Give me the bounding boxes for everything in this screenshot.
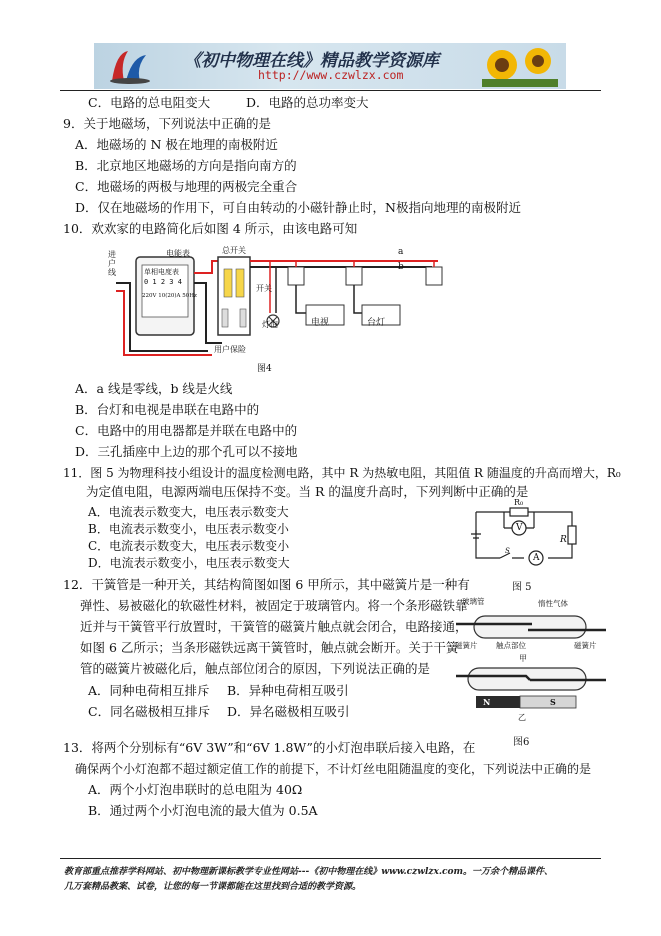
fig6-jia-label: 甲 <box>519 654 527 663</box>
q11-stem-line2: 为定值电阻，电源两端电压保持不变。当 R 的温度升高时，下列判断中正确的是 <box>86 484 529 499</box>
q9-option-b: B．北京地区地磁场的方向是指向南方的 <box>75 158 297 173</box>
fig5-r0-label: R₀ <box>514 498 524 507</box>
q9-option-a: A．地磁场的 N 极在地理的南极附近 <box>75 137 278 152</box>
footer-line2: 几万套精品教案、试卷，让您的每一节课都能在这里找到合适的教学资源。 <box>64 882 362 892</box>
fig6-pole-s: S <box>550 697 556 707</box>
q13-option-a: A．两个小灯泡串联时的总电阻为 40Ω <box>88 782 303 797</box>
fig6-contact-label: 触点部位 <box>496 641 526 650</box>
q11-option-c: C．电流表示数变大，电压表示数变小 <box>88 539 290 553</box>
meter-label: 电能表 <box>166 249 190 258</box>
fuse <box>222 309 228 327</box>
q12-option-d: D．异名磁极相互吸引 <box>227 704 350 719</box>
figure-5-caption: 图 5 <box>512 582 532 593</box>
q12-line3: 近并与干簧管平行放置时，干簧管的磁簧片触点就会闭合，电路接通， <box>80 619 468 634</box>
sunflower-icon <box>482 45 558 87</box>
fig6-inert-gas-label: 惰性气体 <box>538 599 568 608</box>
desk-lamp-label: 台灯 <box>367 318 386 328</box>
banner-url[interactable]: http://www.czwlzx.com <box>258 68 404 82</box>
q10-option-b: B．台灯和电视是串联在电路中的 <box>75 402 260 417</box>
q11-option-a: A．电流表示数变大，电压表示数变大 <box>88 505 289 519</box>
meter-reading: 0 1 2 3 4 <box>144 278 182 286</box>
wire-a-label: a <box>398 247 404 257</box>
q11-stem-line1: 11．图 5 为物理科技小组设计的温度检测电路，其中 R 为热敏电阻，其阻值 R 随温度的升高而增大，R₀ <box>63 466 621 480</box>
fig5-ammeter-label: A <box>533 553 540 563</box>
site-logo-icon <box>106 47 152 85</box>
meter-rating: 220V 10(20)A 50Hz <box>142 293 197 299</box>
tv-label: 电视 <box>311 318 330 328</box>
fig5-voltmeter-label: V <box>516 523 523 533</box>
meter-title: 单相电度表 <box>144 268 179 276</box>
q9-option-c: C．地磁场的两极与地理的两极完全重合 <box>75 179 298 194</box>
q12-line4: 如图 6 乙所示；当条形磁铁远离干簧管时，触点就会断开。关于干簧 <box>80 640 459 655</box>
socket-3 <box>426 267 442 285</box>
fig6-pole-n: N <box>483 697 491 707</box>
q10-option-d: D．三孔插座中上边的那个孔可以不接地 <box>75 444 298 459</box>
socket-1 <box>288 267 304 285</box>
lamp-label: 灯泡 <box>262 320 278 329</box>
fig6-reed-right-label: 磁簧片 <box>574 641 597 650</box>
q9-option-d: D．仅在地磁场的作用下，可自由转动的小磁针静止时，N极指向地理的南极附近 <box>75 200 521 215</box>
fig6-glass-tube-label: 玻璃管 <box>462 597 485 606</box>
fig6-yi-label: 乙 <box>518 713 526 722</box>
figure-6-reed-switch <box>456 600 606 712</box>
q10-option-a: A．a 线是零线，b 线是火线 <box>75 381 233 396</box>
figure-6-caption: 图6 <box>513 737 530 748</box>
fuse <box>240 309 246 327</box>
figure-4-caption: 图4 <box>257 364 272 374</box>
q12-line2: 弹性、易被磁化的软磁性材料，被固定于玻璃管内。将一个条形磁铁靠 <box>80 598 468 613</box>
switch-label: 开关 <box>256 284 272 293</box>
household-circuit-figure <box>108 243 448 361</box>
q10-stem: 10．欢欢家的电路简化后如图 4 所示，由该电路可知 <box>63 221 358 236</box>
main-switch-label: 总开关 <box>222 246 246 255</box>
q11-option-d: D．电流表示数变小，电压表示数变大 <box>88 556 290 570</box>
q11-option-b: B．电流表示数变小，电压表示数变小 <box>88 522 289 536</box>
q12-option-c: C．同名磁极相互排斥 <box>88 704 211 719</box>
r0-resistor <box>510 508 528 516</box>
magnet-s <box>520 696 576 708</box>
footer-rule <box>60 858 601 859</box>
banner-title: 《初中物理在线》精品教学资源库 <box>184 51 439 71</box>
fuse-label: 用户保险 <box>214 345 246 354</box>
wire-b-label: b <box>398 262 404 272</box>
fig6-reed-left-label: 磁簧片 <box>455 641 478 650</box>
q8-option-c: C．电路的总电阻变大 <box>88 95 211 110</box>
fig5-r-label: R <box>560 535 567 545</box>
q13-stem-line1: 13．将两个分别标有“6V 3W”和“6V 1.8W”的小灯泡串联后接入电路，在 <box>63 740 476 755</box>
q10-option-c: C．电路中的用电器都是并联在电路中的 <box>75 423 298 438</box>
incoming-line-label: 进户线 <box>108 250 116 277</box>
q13-stem-line2: 确保两个小灯泡都不超过额定值工作的前提下，不计灯丝电阻随温度的变化，下列说法中正确的是 <box>75 762 592 776</box>
q12-line1: 12．干簧管是一种开关，其结构简图如图 6 甲所示，其中磁簧片是一种有 <box>63 577 470 592</box>
glass-tube <box>474 616 586 638</box>
header-rule <box>60 90 601 91</box>
q12-option-b: B．异种电荷相互吸引 <box>227 683 349 698</box>
q13-option-b: B．通过两个小灯泡电流的最大值为 0.5A <box>88 803 318 818</box>
fig5-switch-label: S <box>505 547 510 555</box>
q12-line5: 管的磁簧片被磁化后，触点部位闭合的原因，下列说法正确的是 <box>80 661 431 676</box>
q12-option-a: A．同种电荷相互排斥 <box>88 683 210 698</box>
thermistor-r <box>568 526 576 544</box>
footer-line1: 教育部重点推荐学科网站、初中物理新课标教学专业性网站---《初中物理在线》www.czwlzx.com。一万余个精品课件、 <box>64 867 554 877</box>
q8-option-d: D．电路的总功率变大 <box>246 95 369 110</box>
socket-2 <box>346 267 362 285</box>
q9-stem: 9．关于地磁场，下列说法中正确的是 <box>63 116 271 131</box>
header-banner <box>94 43 566 89</box>
